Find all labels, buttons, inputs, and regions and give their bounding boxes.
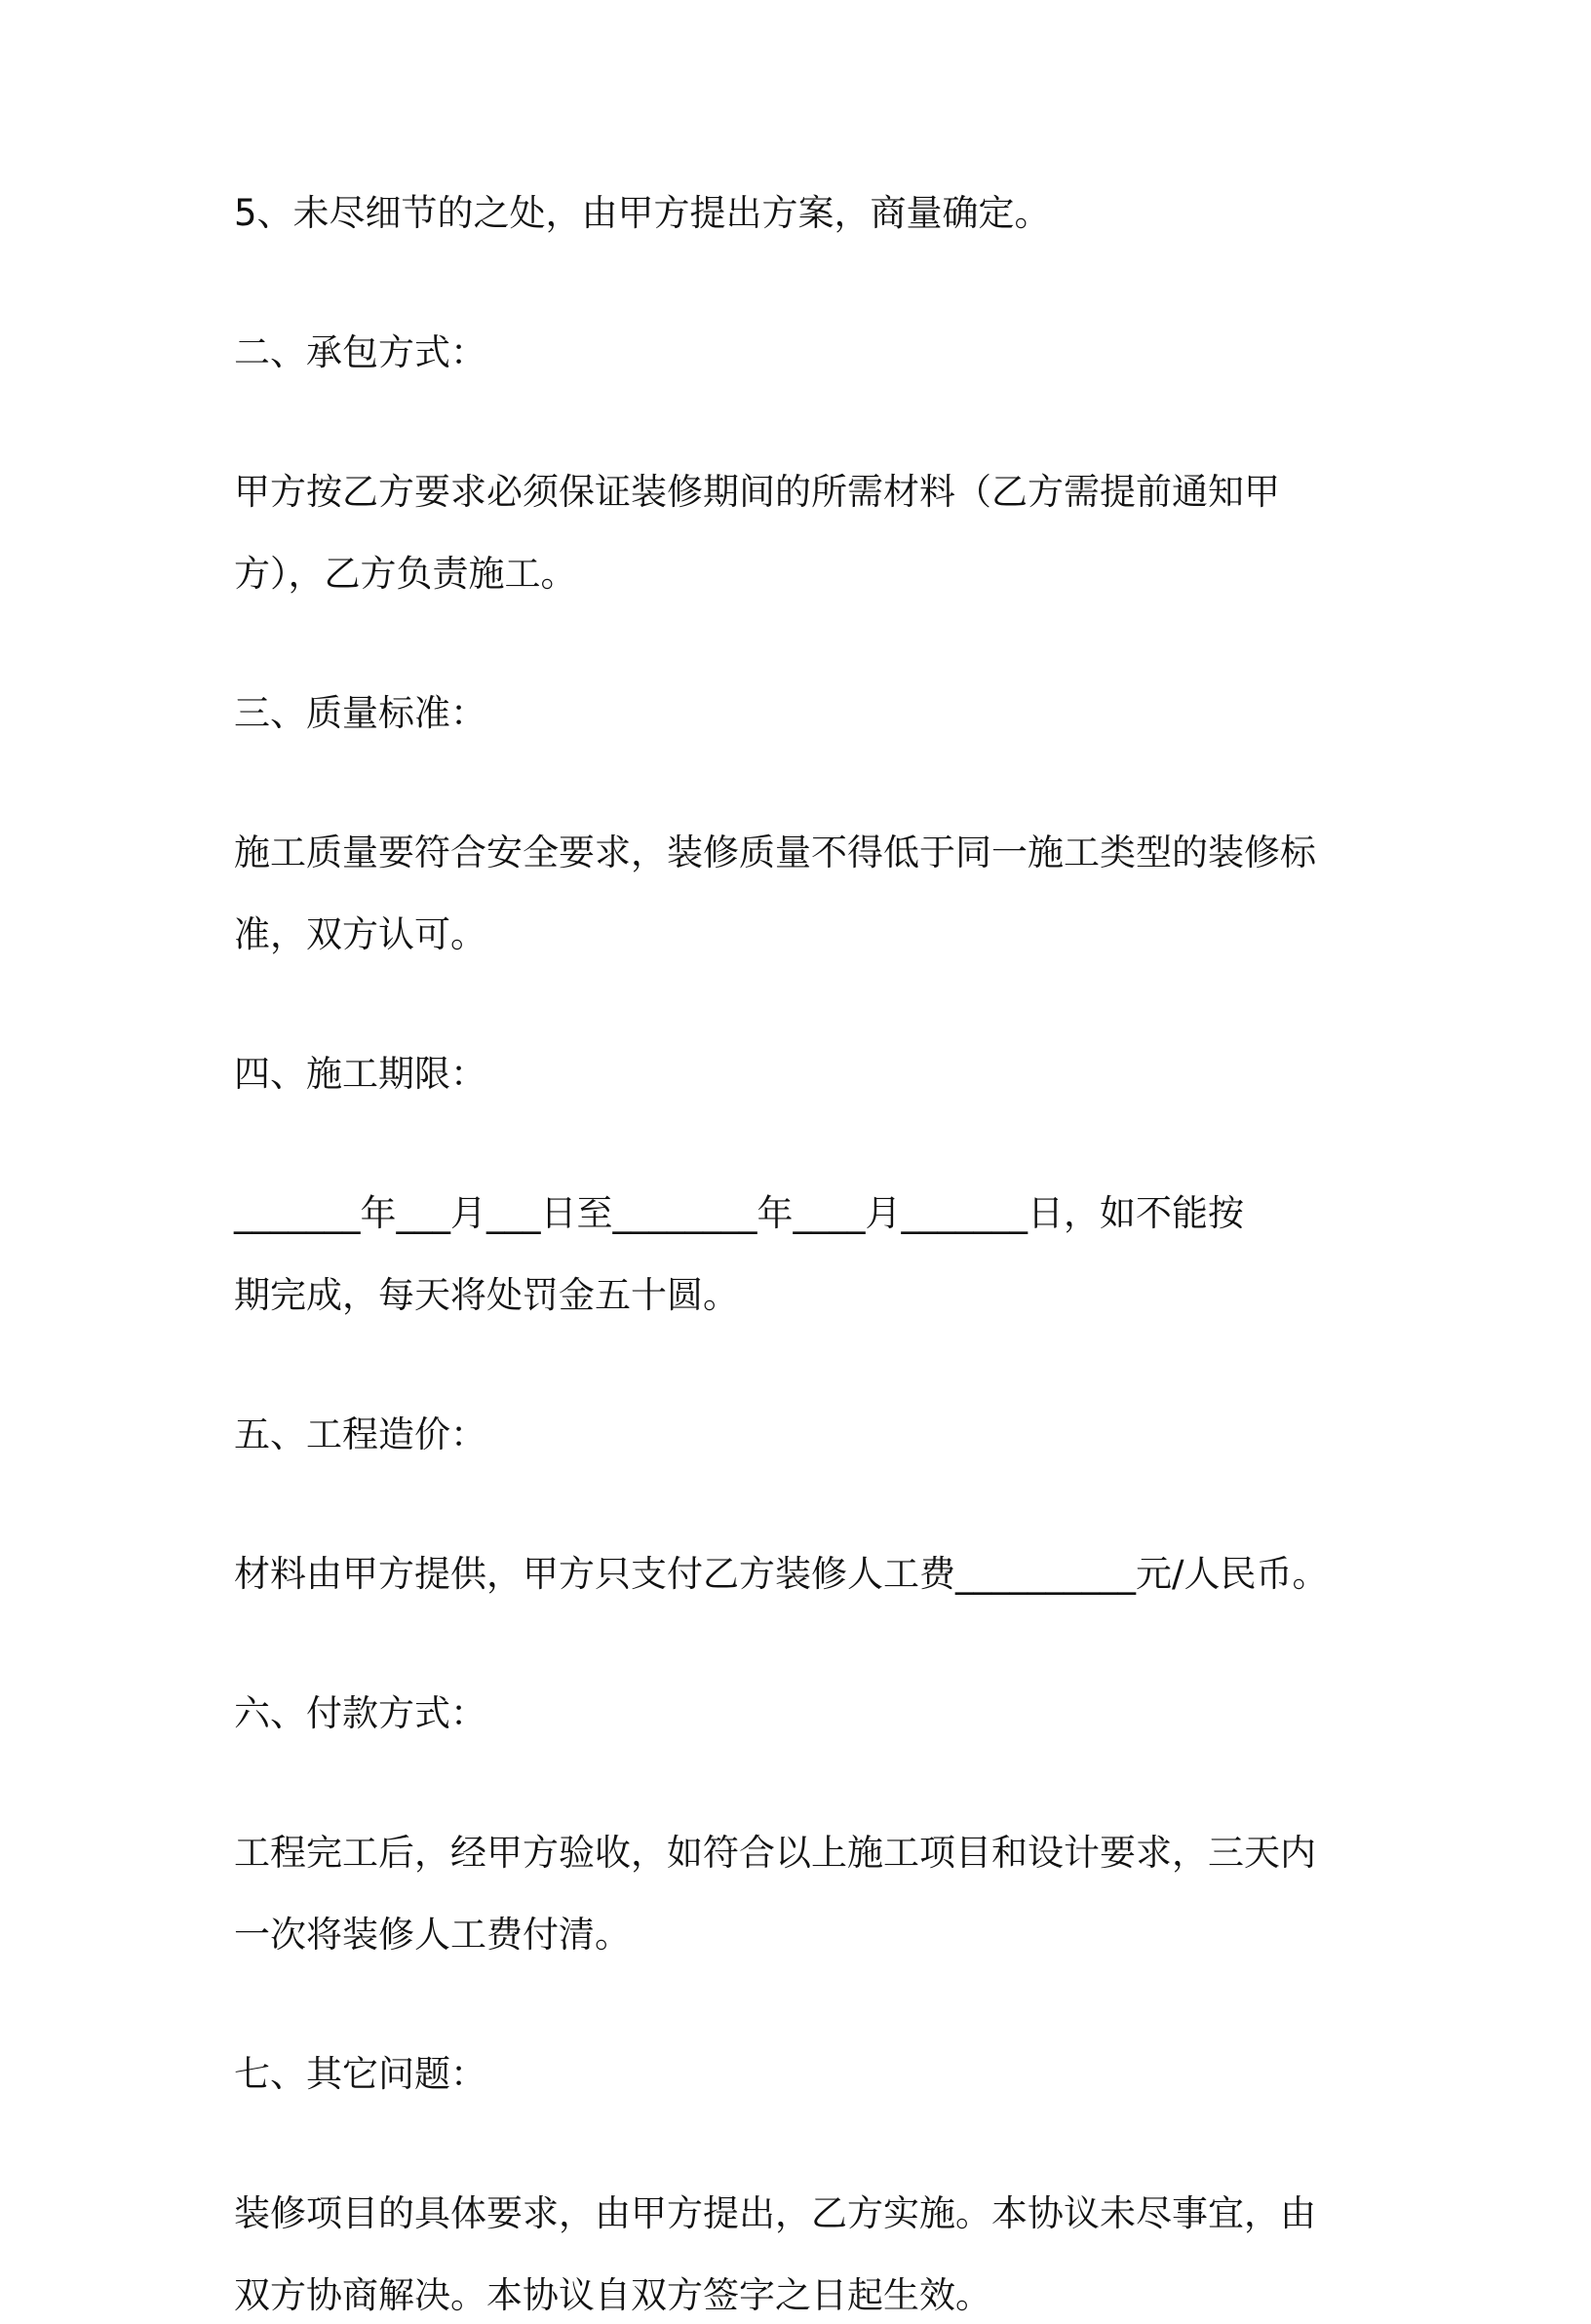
paragraph-line: _______年___月___日至________年____月_______日，如不能按 (234, 1192, 1244, 1234)
paragraph-line: 方），乙方负责施工。 (234, 553, 577, 595)
section-heading-construction-period: 四、施工期限： (234, 1053, 486, 1095)
paragraph-line: 双方协商解决。本协议自双方签字之日起生效。 (234, 2274, 991, 2316)
paragraph-line: 一次将装修人工费付清。 (234, 1914, 631, 1956)
paragraph-line: 施工质量要符合安全要求，装修质量不得低于同一施工类型的装修标 (234, 832, 1316, 873)
section-heading-contract-method: 二、承包方式： (234, 331, 486, 373)
paragraph-line: 准，双方认可。 (234, 913, 486, 955)
clause-5-text: 5、未尽细节的之处，由甲方提出方案，商量确定。 (234, 192, 1051, 234)
section-heading-payment-method: 六、付款方式： (234, 1692, 486, 1734)
section-heading-other-issues: 七、其它问题： (234, 2053, 486, 2095)
section-heading-quality-standard: 三、质量标准： (234, 692, 486, 734)
paragraph-line: 期完成，每天将处罚金五十圆。 (234, 1274, 739, 1316)
paragraph-line: 装修项目的具体要求，由甲方提出，乙方实施。本协议未尽事宜，由 (234, 2192, 1316, 2234)
section-heading-project-cost: 五、工程造价： (234, 1414, 486, 1455)
paragraph-line: 材料由甲方提供，甲方只支付乙方装修人工费__________元/人民币。 (234, 1553, 1329, 1595)
document-body (234, 185, 1365, 2324)
paragraph-line: 工程完工后，经甲方验收，如符合以上施工项目和设计要求，三天内 (234, 1832, 1316, 1874)
paragraph-line: 甲方按乙方要求必须保证装修期间的所需材料（乙方需提前通知甲 (234, 471, 1280, 513)
